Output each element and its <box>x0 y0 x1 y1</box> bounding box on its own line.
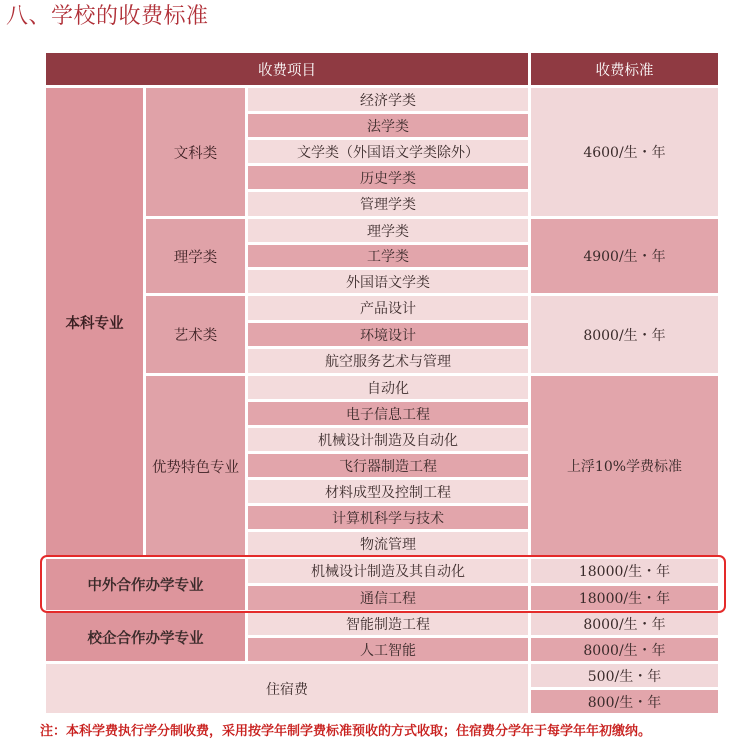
major-cell: 材料成型及控制工程 <box>248 480 528 503</box>
fee-cell: 8000/生・年 <box>531 638 718 661</box>
major-cell: 航空服务艺术与管理 <box>248 349 528 373</box>
fee-cell: 500/生・年 <box>531 664 718 687</box>
major-cell: 管理学类 <box>248 192 528 216</box>
page-title: 八、学校的收费标准 <box>6 4 209 29</box>
major-cell: 经济学类 <box>248 88 528 111</box>
major-cell: 工学类 <box>248 245 528 267</box>
fee-cell: 18000/生・年 <box>531 559 718 583</box>
header-item: 收费项目 <box>46 53 528 85</box>
footnote: 注：本科学费执行学分制收费，采用按学年制学费标准预收的方式收取；住宿费分学年于每学年年初缴纳。 <box>40 724 652 739</box>
group-label-like: 理学类 <box>146 219 245 293</box>
major-cell: 产品设计 <box>248 296 528 320</box>
major-cell: 文学类（外国语文学类除外） <box>248 140 528 163</box>
fee-cell: 8000/生・年 <box>531 613 718 635</box>
fee-cell-like: 4900/生・年 <box>531 219 718 293</box>
major-cell: 机械设计制造及其自动化 <box>248 559 528 583</box>
major-cell: 环境设计 <box>248 323 528 346</box>
fee-cell-youshi: 上浮10%学费标准 <box>531 376 718 556</box>
major-cell: 理学类 <box>248 219 528 242</box>
major-cell: 外国语文学类 <box>248 270 528 293</box>
major-cell: 飞行器制造工程 <box>248 454 528 477</box>
major-cell: 自动化 <box>248 376 528 399</box>
sino-foreign-label: 中外合作办学专业 <box>46 559 245 610</box>
school-enterprise-label: 校企合作办学专业 <box>46 613 245 661</box>
group-label-yishu: 艺术类 <box>146 296 245 373</box>
undergrad-label: 本科专业 <box>46 88 143 556</box>
major-cell: 物流管理 <box>248 532 528 556</box>
dorm-label: 住宿费 <box>46 664 528 713</box>
fee-cell-wenke: 4600/生・年 <box>531 88 718 216</box>
fee-cell: 800/生・年 <box>531 690 718 713</box>
major-cell: 计算机科学与技术 <box>248 506 528 529</box>
group-label-wenke: 文科类 <box>146 88 245 216</box>
major-cell: 智能制造工程 <box>248 613 528 635</box>
group-label-youshi: 优势特色专业 <box>146 376 245 556</box>
major-cell: 机械设计制造及自动化 <box>248 428 528 451</box>
major-cell: 法学类 <box>248 114 528 137</box>
fee-cell: 18000/生・年 <box>531 586 718 610</box>
major-cell: 电子信息工程 <box>248 402 528 425</box>
major-cell: 通信工程 <box>248 586 528 610</box>
fee-cell-yishu: 8000/生・年 <box>531 296 718 373</box>
header-fee: 收费标准 <box>531 53 718 85</box>
major-cell: 历史学类 <box>248 166 528 189</box>
major-cell: 人工智能 <box>248 638 528 661</box>
